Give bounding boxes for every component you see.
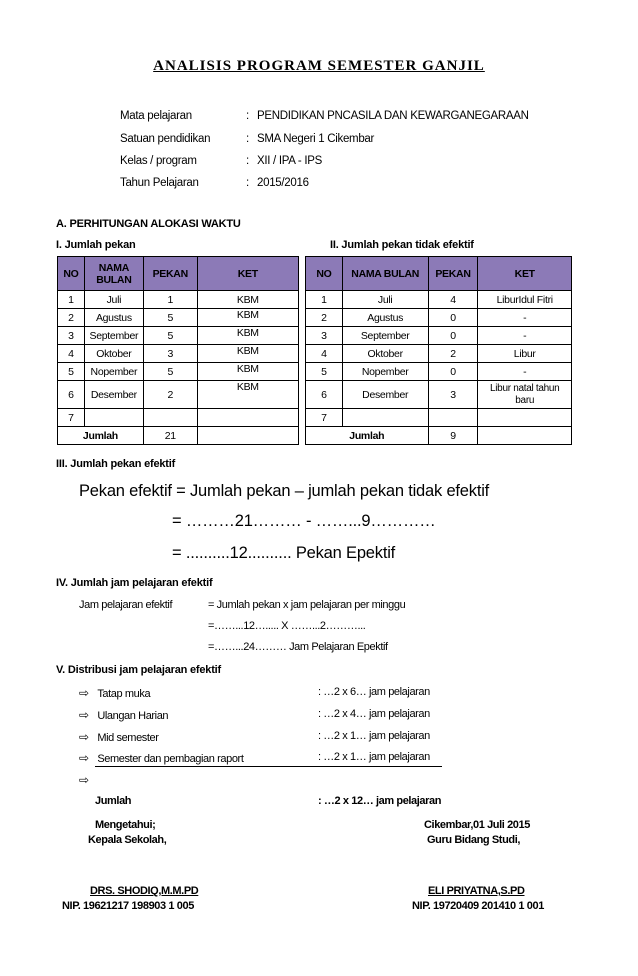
info-label: Satuan pendidikan — [120, 133, 211, 145]
arrow-right-icon: ⇨ — [79, 751, 89, 765]
table-cell: KBM — [197, 345, 298, 363]
table-row — [58, 345, 299, 363]
table-row — [306, 291, 572, 309]
total-value: 21 — [143, 427, 197, 445]
table-cell: LiburIdul Fitri — [478, 291, 572, 309]
table-cell: 0 — [428, 309, 478, 327]
table-cell: 5 — [306, 363, 343, 381]
iv-calculation: =……...12…..... X ……...2………... — [208, 620, 366, 632]
table-row — [306, 381, 572, 409]
table-cell: KBM — [197, 381, 298, 409]
table-cell: Agustus — [84, 309, 143, 327]
info-colon: : — [246, 110, 249, 122]
section-iv-heading: IV. Jumlah jam pelajaran efektif — [56, 577, 213, 589]
info-value: PENDIDIKAN PNCASILA DAN KEWARGANEGARAAN — [257, 110, 529, 122]
formula-calculation: = ………21……… - ……...9………… — [172, 512, 436, 530]
distribution-value: : …2 x 1… jam pelajaran — [318, 730, 430, 742]
sum-divider — [95, 766, 442, 767]
info-colon: : — [246, 133, 249, 145]
table-row — [306, 363, 572, 381]
table-cell: 6 — [306, 381, 343, 409]
arrow-right-icon: ⇨ — [79, 773, 89, 787]
table-row — [58, 381, 299, 409]
table-cell: Nopember — [342, 363, 428, 381]
distribution-row — [79, 708, 168, 722]
table-cell: 1 — [143, 291, 197, 309]
sign-left-name: DRS. SHODIQ,M.M.PD — [90, 885, 199, 897]
sign-left-line1: Mengetahui; — [95, 819, 156, 831]
table-cell — [197, 409, 298, 427]
non-effective-weeks-table — [305, 256, 572, 445]
distribution-value: : …2 x 1… jam pelajaran — [318, 751, 430, 763]
table-cell: 1 — [306, 291, 343, 309]
table-cell: 3 — [58, 327, 85, 345]
table-cell: 4 — [58, 345, 85, 363]
table-cell: 2 — [428, 345, 478, 363]
iv-result: =……...24……… Jam Pelajaran Epektif — [208, 641, 388, 653]
table-cell — [478, 427, 572, 445]
arrow-right-icon: ⇨ — [79, 686, 89, 700]
section-v-heading: V. Distribusi jam pelajaran efektif — [56, 664, 221, 676]
table-cell: 7 — [306, 409, 343, 427]
table-total-row — [58, 427, 299, 445]
table-cell: September — [84, 327, 143, 345]
table-cell: 5 — [58, 363, 85, 381]
distribution-label: Mid semester — [97, 732, 159, 744]
table-row — [58, 309, 299, 327]
table-cell: Libur — [478, 345, 572, 363]
table-cell: 0 — [428, 327, 478, 345]
table-cell: 3 — [428, 381, 478, 409]
formula-line: Pekan efektif = Jumlah pekan – jumlah pekan tidak efektif — [79, 482, 490, 500]
table-cell: 7 — [58, 409, 85, 427]
table-row — [58, 363, 299, 381]
header-cell: PEKAN — [143, 257, 197, 291]
total-weeks-table — [57, 256, 299, 445]
iv-formula: = Jumlah pekan x jam pelajaran per minggu — [208, 599, 406, 611]
info-value: XII / IPA - IPS — [257, 155, 322, 167]
table-row — [58, 409, 299, 427]
table-cell: 5 — [143, 363, 197, 381]
sign-left-line2: Kepala Sekolah, — [88, 834, 167, 846]
info-label: Kelas / program — [120, 155, 197, 167]
sign-right-nip: NIP. 19720409 201410 1 001 — [412, 900, 544, 912]
table-cell: - — [478, 327, 572, 345]
distribution-row — [79, 686, 150, 700]
table-cell: - — [478, 363, 572, 381]
table-cell: Nopember — [84, 363, 143, 381]
table-cell: KBM — [197, 309, 298, 327]
table-cell: 3 — [306, 327, 343, 345]
table-cell: Juli — [84, 291, 143, 309]
sign-right-line1: Cikembar,01 Juli 2015 — [424, 819, 530, 831]
total-label: Jumlah — [58, 427, 144, 445]
table-cell: 2 — [306, 309, 343, 327]
table-cell — [478, 409, 572, 427]
table-cell: Libur natal tahun baru — [478, 381, 572, 409]
total-value: 9 — [428, 427, 478, 445]
info-label: Tahun Pelajaran — [120, 177, 199, 189]
table-cell: Juli — [342, 291, 428, 309]
distribution-label: Ulangan Harian — [97, 710, 169, 722]
table-cell — [428, 409, 478, 427]
table-cell: 3 — [143, 345, 197, 363]
table-cell — [197, 427, 298, 445]
table-cell: 5 — [143, 327, 197, 345]
table-cell: KBM — [197, 363, 298, 381]
table-row — [306, 309, 572, 327]
distribution-label: Semester dan pembagian raport — [97, 753, 244, 765]
table-cell: KBM — [197, 327, 298, 345]
header-cell: NAMA BULAN — [84, 257, 143, 291]
distribution-value: : …2 x 6… jam pelajaran — [318, 686, 430, 698]
section-a-heading: A. PERHITUNGAN ALOKASI WAKTU — [56, 218, 241, 230]
table-cell: Oktober — [84, 345, 143, 363]
table-header-row — [58, 257, 299, 291]
sign-left-nip: NIP. 19621217 198903 1 005 — [62, 900, 194, 912]
document-title: ANALISIS PROGRAM SEMESTER GANJIL — [153, 58, 485, 74]
table-cell: 5 — [143, 309, 197, 327]
table-cell: September — [342, 327, 428, 345]
table-cell: 4 — [428, 291, 478, 309]
info-label: Mata pelajaran — [120, 110, 192, 122]
info-value: SMA Negeri 1 Cikembar — [257, 133, 375, 145]
distribution-total-label: Jumlah — [95, 795, 132, 807]
table-row — [306, 327, 572, 345]
table-cell: Desember — [342, 381, 428, 409]
arrow-right-icon: ⇨ — [79, 730, 89, 744]
table-cell: - — [478, 309, 572, 327]
header-cell: NO — [306, 257, 343, 291]
info-colon: : — [246, 177, 249, 189]
arrow-right-icon: ⇨ — [79, 708, 89, 722]
table-cell: 0 — [428, 363, 478, 381]
distribution-value: : …2 x 4… jam pelajaran — [318, 708, 430, 720]
iv-label: Jam pelajaran efektif — [79, 599, 173, 611]
total-label: Jumlah — [306, 427, 429, 445]
table-cell: 4 — [306, 345, 343, 363]
distribution-row — [79, 773, 95, 787]
table-cell — [143, 409, 197, 427]
table-row — [58, 327, 299, 345]
table-row — [306, 345, 572, 363]
table-cell: 6 — [58, 381, 85, 409]
table-cell: KBM — [197, 291, 298, 309]
table-cell — [84, 409, 143, 427]
distribution-row — [79, 730, 159, 744]
header-cell: NO — [58, 257, 85, 291]
sign-right-name: ELI PRIYATNA,S.PD — [428, 885, 525, 897]
section-iii-heading: III. Jumlah pekan efektif — [56, 458, 176, 470]
table-total-row — [306, 427, 572, 445]
distribution-total-value: : …2 x 12… jam pelajaran — [318, 795, 442, 807]
table-cell: Oktober — [342, 345, 428, 363]
formula-result: = ..........12.......... Pekan Epektif — [172, 544, 396, 562]
header-cell: PEKAN — [428, 257, 478, 291]
table-cell: Agustus — [342, 309, 428, 327]
info-colon: : — [246, 155, 249, 167]
table-cell: 2 — [58, 309, 85, 327]
distribution-label: Tatap muka — [97, 688, 151, 700]
table-cell: Desember — [84, 381, 143, 409]
table-cell: 1 — [58, 291, 85, 309]
table-row — [306, 409, 572, 427]
table-row — [58, 291, 299, 309]
header-cell: NAMA BULAN — [342, 257, 428, 291]
table-header-row — [306, 257, 572, 291]
distribution-row — [79, 751, 243, 765]
table-cell: 2 — [143, 381, 197, 409]
section-i-heading: I. Jumlah pekan — [56, 239, 136, 251]
sign-right-line2: Guru Bidang Studi, — [427, 834, 521, 846]
header-cell: KET — [197, 257, 298, 291]
table-cell — [342, 409, 428, 427]
info-value: 2015/2016 — [257, 177, 309, 189]
section-ii-heading: II. Jumlah pekan tidak efektif — [330, 239, 474, 251]
header-cell: KET — [478, 257, 572, 291]
